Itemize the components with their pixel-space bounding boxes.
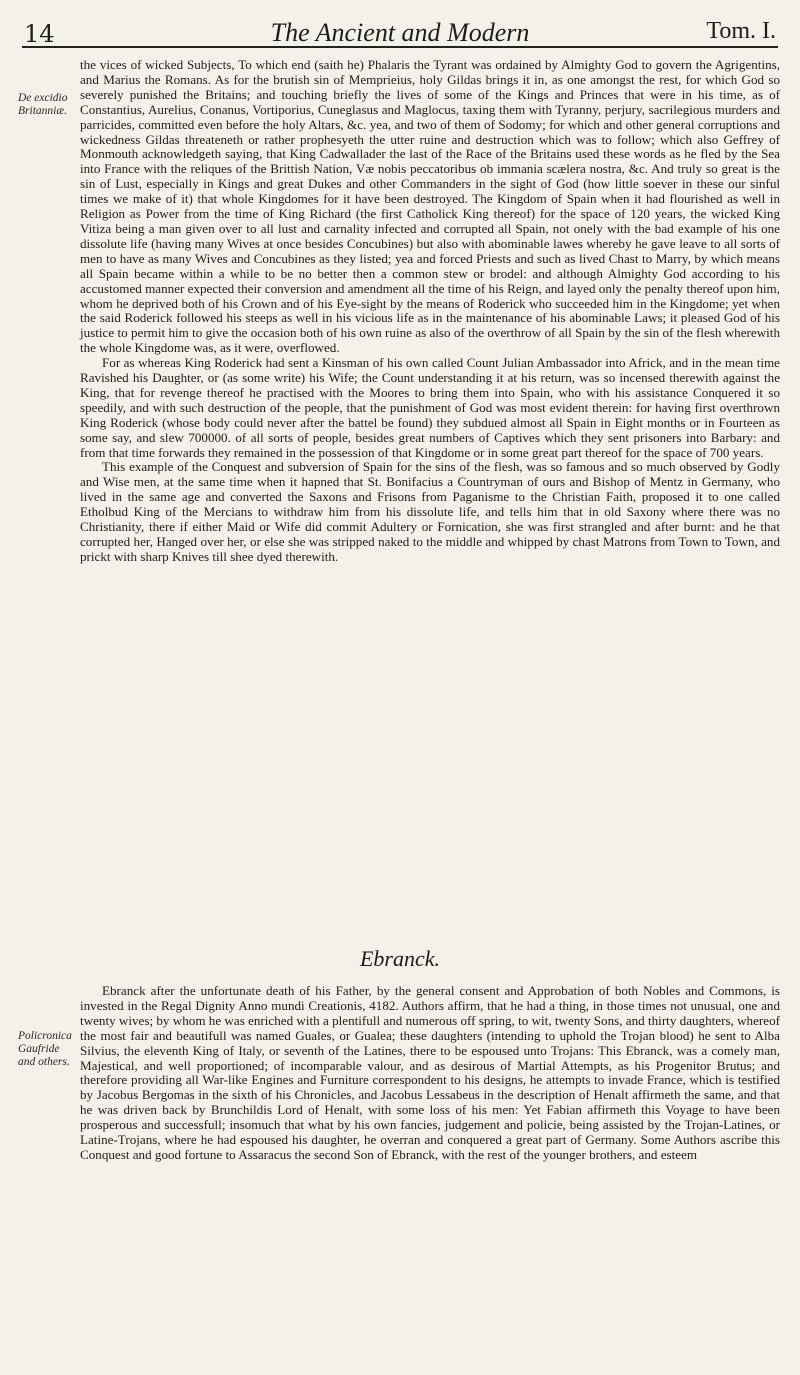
section-title-ebranck: Ebranck. bbox=[359, 946, 441, 971]
page-number: 14 bbox=[24, 20, 55, 48]
page-header bbox=[22, 12, 778, 48]
paragraph-ebranck: Ebranck after the unfortunate death of his Father, by the general consent and Approbation of both Nobles and Commons, is invested in the Regal Dignity Anno mundi Creationis, 4182. Authors affirm, that he had a thing, in those times not unusual, one and twenty wives; by whom he was enriched with a plentifull and numerous off spring, to wit, twenty Sons, and thirty daughters, whereof the most fair and beautifull was named Guales, or Gualea; these daughters (intending to uphold the Trojan blood) he sent to Alba Silvius, the eleventh King of Italy, or seventh of the Latines, there to be espoused unto Trojans: This Ebranck, was a comely man, Majestical, and well proportioned; of incomparable valour, and as desirous of Martial Attempts, as his Progenitor Brutus; and therefore providing all War-like Engines and Furniture correspondent to his designs, he attempts to invade France, which is testified by Jacobus Bergomas in the sixth of his Chronicles, and Jacobus Lessabeus in the description of Henalt affirmeth the same, and that he was driven back by Brunchildis Lord of Henalt, with some loss of his men: Yet Fabian affirmeth this Voyage to have been prosperous and successfull; insomuch that what by his own fancies, judgement and policie, being assisted by the Trojan-Latines, or Latine-Trojans, where he had espoused his daughter, he overran and conquered a great part of Germany. Some Authors ascribe this Conquest and good fortune to Assaracus the second Son of Ebranck, with the rest of the younger brothers, and esteem bbox=[80, 983, 780, 1162]
paragraph-vices: the vices of wicked Subjects, To which end (saith he) Phalaris the Tyrant was ordained by Almighty God to govern the Agrigentins, and Marius the Romans. As for the brutish sin of Memprieius, holy Gildas brings it in, as one amongst the rest, for which God so severely punished the Britains; and touching briefly the lives of some of the Kings and Princes that were in his time, as of Constantius, Aurelius, Conanus, Vortiporius, Cuneglasus and Maglocus, taxing them with Tyranny, perjury, sacrilegious murders and parricides, committed even before the holy Altars, &c. yea, and two of them of Sodomy; for which and other general corruptions and wickedness Gildas threateneth or rather prophesyeth the utter ruine and destruction which was to follow; which also Geffrey of Monmouth acknowledgeth saying, that King Cadwallader the last of the Race of the Britains used these words as he fled by the Sea into France with the reliques of the Brittish Nation, Væ nobis peccatoribus ob immania scælera nostra, &c. And truly so great is the sin of Lust, especially in Kings and great Dukes and other Commanders in the sight of God (how little soever in these our sinful times we make of it) that whole Kingdomes for it have been destroyed. The Kingdom of Spain when it had flourished as well in Religion as Power from the time of King Richard (the first Catholick King thereof) for the space of 120 years, the wicked King Vitiza being a man given over to all lust and carnality infected and corrupted all Spain, not onely with the bad example of his one dissolute life (having many Wives at once besides Concubines) but also with abominable lawes whereby he gave leave to all sorts of men to have as many Wives and Concubines as they listed; yea and forced Priests and such as lived Chast to Marry, by which means all Spain became within a while to be no better then a common stew or brodel: and although Almighty God according to his accustomed manner expected their conversion and amendment all the time of his Reign, and layed only the penalty thereof upon him, whom he deprived both of his Crown and of his Eye-sight by the means of Roderick who succeeded him in the Kingdome; yet when the said Roderick followed his steeps as well in his vicious life as in the maintenance of his abominable Laws; it pleased God of his justice to permit him to give the occasion both of his own ruine as also of the overthrow of all Spain by the sin of the flesh wherewith the whole Kingdome was, as it were, overflowed. bbox=[80, 57, 780, 356]
running-title: The Ancient and Modern bbox=[270, 18, 530, 47]
paragraph-count-julian: For as whereas King Roderick had sent a Kinsman of his own called Count Julian Ambassador into Africk, and in the mean time Ravished his Daughter, or (as some write) his Wife; the Count understanding it at his return, was so incensed therewith against the King, that for revenge thereof he practised with the Moores to bring them into Spain, who with his assistance Conquered it so speedily, and with such destruction of the people, that the punishment of God was most evident therein: for having first overthrown King Roderick (whose body could never after the battel be found) they subdued almost all Spain in Eight months or in Fourteen as some say, and slew 700000. of all sorts of people, besides great numbers of Captives which they sent prisoners into Barbary: and from that time forwards they remained in the possession of that Kingdome or in some great part thereof for the space of 700 years. bbox=[80, 355, 780, 460]
paragraph-boniface: This example of the Conquest and subversion of Spain for the sins of the flesh, was so famous and so much observed by Godly and Wise men, at the same time when it hapned that St. Bonifacius a Countryman of ours and Bishop of Mentz in Germany, who lived in the same age and converted the Saxons and Frisons from Paganisme to the Christian Faith, proposed it to one called Etholbud King of the Mercians to withdraw him from his dissolute life, and tells him that in old Saxony where there was no Christianity, there if either Maid or Wife did commit Adultery or Fornication, she was first strangled and after burnt: and he that corrupted her, Hanged over her, or else she was stripped naked to the middle and whipped by chast Matrons from Town to Town, and prickt with sharp Knives till shee dyed therewith. bbox=[80, 459, 780, 564]
section-two-text bbox=[80, 984, 780, 1163]
margin-note-de-excidio: De excidio Britanniæ. bbox=[18, 92, 68, 117]
margin-note-policronica: Policronica Gaufride and others. bbox=[18, 1030, 72, 1068]
header-rule bbox=[22, 46, 778, 48]
section-one-text bbox=[80, 58, 780, 565]
tome-label: Tom. I. bbox=[706, 18, 776, 44]
